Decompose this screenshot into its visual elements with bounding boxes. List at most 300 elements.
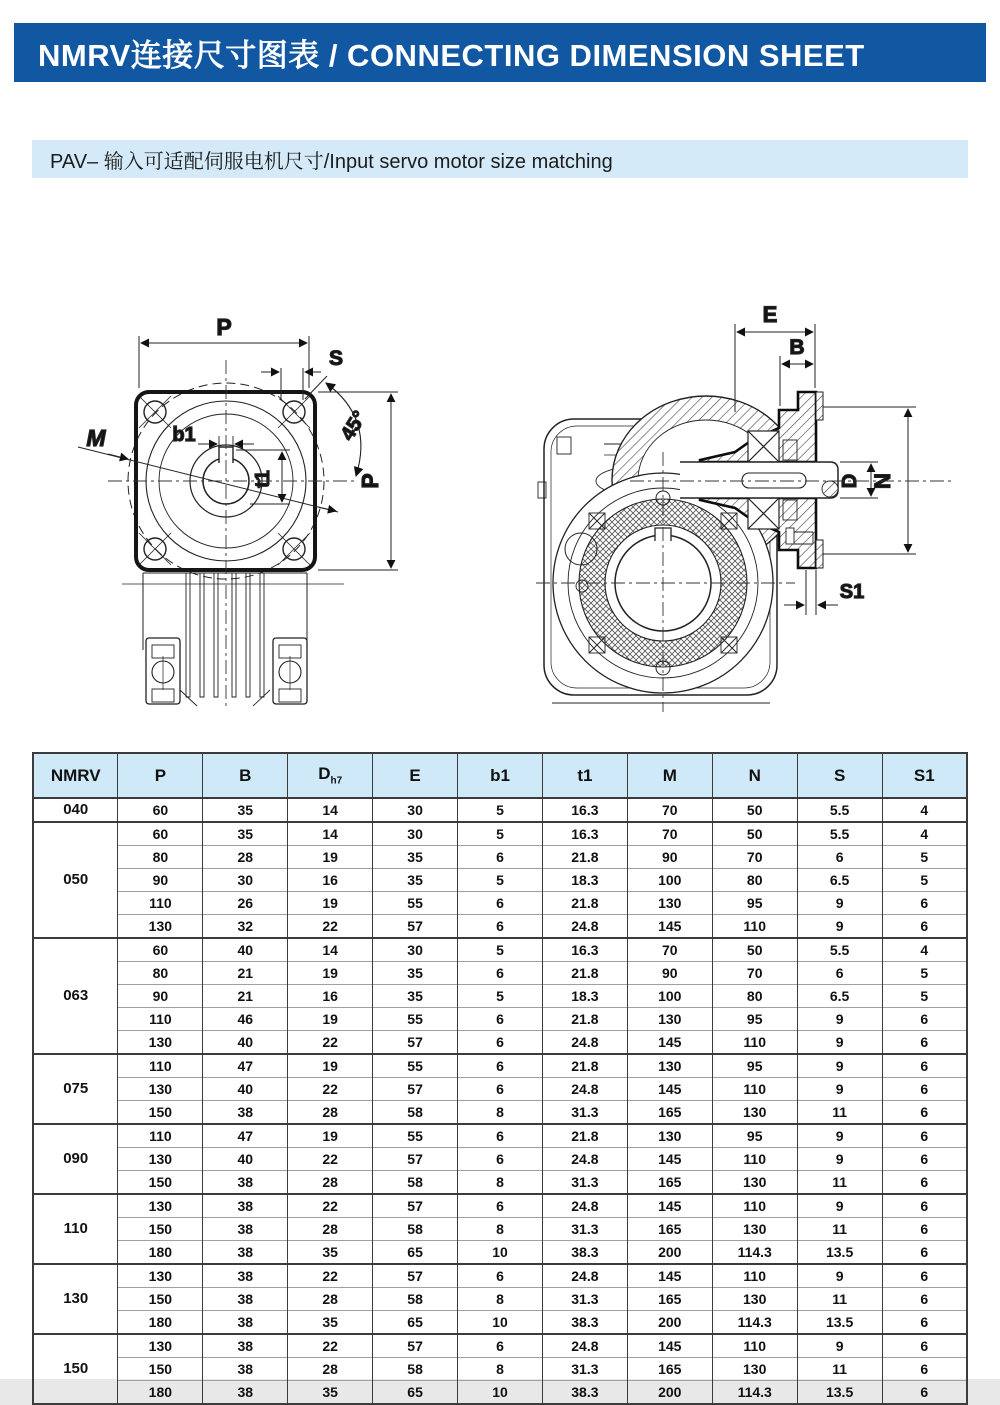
column-header-d: $D_{h7}$: [288, 753, 373, 798]
value-cell: 24.8: [542, 1194, 627, 1218]
model-cell: 150: [33, 1334, 118, 1404]
value-cell: 13.5: [797, 1381, 882, 1405]
value-cell: 5.5: [797, 798, 882, 822]
value-cell: 6: [458, 962, 543, 985]
value-cell: 21: [203, 962, 288, 985]
value-cell: 8: [458, 1218, 543, 1241]
value-cell: 8: [458, 1101, 543, 1125]
value-cell: 6: [458, 1054, 543, 1078]
value-cell: 5: [458, 938, 543, 962]
value-cell: 60: [118, 798, 203, 822]
value-cell: 110: [712, 1078, 797, 1101]
value-cell: 9: [797, 1008, 882, 1031]
value-cell: 110: [712, 915, 797, 939]
model-cell: 075: [33, 1054, 118, 1124]
value-cell: 90: [118, 985, 203, 1008]
value-cell: 30: [373, 798, 458, 822]
value-cell: 22: [288, 1031, 373, 1055]
value-cell: 11: [797, 1288, 882, 1311]
value-cell: 57: [373, 1148, 458, 1171]
value-cell: 110: [118, 1054, 203, 1078]
value-cell: 6: [882, 1008, 967, 1031]
value-cell: 57: [373, 1334, 458, 1358]
dim-label-s: S: [328, 347, 344, 370]
value-cell: 16.3: [542, 798, 627, 822]
value-cell: 6: [797, 962, 882, 985]
value-cell: 5.5: [797, 938, 882, 962]
value-cell: 130: [627, 892, 712, 915]
value-cell: 19: [288, 1008, 373, 1031]
value-cell: 6: [882, 1218, 967, 1241]
value-cell: 110: [118, 1124, 203, 1148]
value-cell: 145: [627, 1148, 712, 1171]
value-cell: 35: [288, 1381, 373, 1405]
value-cell: 21.8: [542, 846, 627, 869]
dim-label-b: B: [789, 336, 805, 359]
value-cell: 16.3: [542, 822, 627, 846]
value-cell: 110: [712, 1264, 797, 1288]
column-header-nmrv: NMRV: [33, 753, 118, 798]
value-cell: 24.8: [542, 1334, 627, 1358]
column-header-t1: t1: [542, 753, 627, 798]
value-cell: 9: [797, 1148, 882, 1171]
value-cell: 55: [373, 1054, 458, 1078]
value-cell: 165: [627, 1218, 712, 1241]
value-cell: 4: [882, 938, 967, 962]
column-header-b1: b1: [458, 753, 543, 798]
value-cell: 200: [627, 1241, 712, 1265]
flange-pilot-top: [816, 392, 823, 420]
value-cell: 58: [373, 1288, 458, 1311]
value-cell: 22: [288, 915, 373, 939]
value-cell: 130: [712, 1171, 797, 1195]
dim-label-b1: b1: [172, 424, 196, 446]
value-cell: 35: [373, 869, 458, 892]
model-cell: 040: [33, 798, 118, 822]
value-cell: 11: [797, 1171, 882, 1195]
value-cell: 55: [373, 892, 458, 915]
value-cell: 65: [373, 1241, 458, 1265]
value-cell: 22: [288, 1078, 373, 1101]
value-cell: 40: [203, 1078, 288, 1101]
value-cell: 150: [118, 1171, 203, 1195]
value-cell: 6: [882, 1054, 967, 1078]
value-cell: 145: [627, 1078, 712, 1101]
value-cell: 80: [712, 985, 797, 1008]
column-header-p: P: [118, 753, 203, 798]
subtitle-bar: [32, 140, 968, 178]
value-cell: 58: [373, 1171, 458, 1195]
value-cell: 9: [797, 915, 882, 939]
gearbox-body-fins: [143, 573, 307, 706]
value-cell: 6.5: [797, 869, 882, 892]
value-cell: 24.8: [542, 1078, 627, 1101]
column-header-m: M: [627, 753, 712, 798]
value-cell: 6: [882, 1264, 967, 1288]
value-cell: 200: [627, 1311, 712, 1335]
table-row: [33, 1311, 967, 1335]
value-cell: 90: [118, 869, 203, 892]
value-cell: 19: [288, 892, 373, 915]
dim-label-m: M: [86, 425, 106, 451]
column-header-s: S: [797, 753, 882, 798]
value-cell: 165: [627, 1101, 712, 1125]
value-cell: 6: [882, 1078, 967, 1101]
value-cell: 30: [203, 869, 288, 892]
value-cell: 32: [203, 915, 288, 939]
value-cell: 130: [712, 1101, 797, 1125]
value-cell: 30: [373, 938, 458, 962]
value-cell: 100: [627, 985, 712, 1008]
value-cell: 9: [797, 1054, 882, 1078]
table-row: [33, 962, 967, 985]
dim-s1: [784, 570, 838, 615]
value-cell: 130: [118, 1078, 203, 1101]
value-cell: 58: [373, 1101, 458, 1125]
value-cell: 14: [288, 938, 373, 962]
table-row: [33, 1171, 967, 1195]
oil-plug-boss: [557, 437, 571, 454]
value-cell: 6: [458, 1264, 543, 1288]
value-cell: 31.3: [542, 1218, 627, 1241]
table-row: [33, 1241, 967, 1265]
column-header-s1: S1: [882, 753, 967, 798]
value-cell: 35: [373, 846, 458, 869]
value-cell: 6: [458, 915, 543, 939]
value-cell: 55: [373, 1008, 458, 1031]
value-cell: 47: [203, 1124, 288, 1148]
value-cell: 24.8: [542, 1264, 627, 1288]
value-cell: 80: [118, 962, 203, 985]
value-cell: 38: [203, 1358, 288, 1381]
value-cell: 130: [118, 1148, 203, 1171]
value-cell: 22: [288, 1264, 373, 1288]
value-cell: 70: [712, 846, 797, 869]
front-view-drawing: [78, 314, 398, 710]
value-cell: 11: [797, 1358, 882, 1381]
value-cell: 35: [203, 798, 288, 822]
value-cell: 6: [458, 892, 543, 915]
technical-drawings: [0, 290, 1000, 740]
table-row: [33, 798, 967, 822]
table-header-row: [33, 753, 967, 798]
bearing-lower: [748, 498, 779, 529]
dim-label-p-top: P: [216, 314, 232, 340]
table-row: [33, 1054, 967, 1078]
mounting-foot-left: [146, 638, 180, 704]
value-cell: 165: [627, 1171, 712, 1195]
value-cell: 9: [797, 1334, 882, 1358]
value-cell: 70: [712, 962, 797, 985]
value-cell: 31.3: [542, 1101, 627, 1125]
value-cell: 6.5: [797, 985, 882, 1008]
value-cell: 180: [118, 1241, 203, 1265]
value-cell: 9: [797, 1194, 882, 1218]
mounting-foot-right: [273, 638, 307, 704]
value-cell: 8: [458, 1288, 543, 1311]
value-cell: 5.5: [797, 822, 882, 846]
value-cell: 6: [458, 1194, 543, 1218]
value-cell: 6: [458, 1008, 543, 1031]
dim-label-e: E: [762, 302, 778, 327]
value-cell: 9: [797, 1264, 882, 1288]
title-banner: [14, 23, 986, 82]
ref-line-45: [305, 376, 327, 399]
bearing-upper: [748, 431, 779, 462]
value-cell: 6: [882, 1148, 967, 1171]
value-cell: 6: [797, 846, 882, 869]
value-cell: 31.3: [542, 1358, 627, 1381]
value-cell: 50: [712, 798, 797, 822]
value-cell: 95: [712, 892, 797, 915]
flange-pilot-bottom: [816, 540, 823, 568]
value-cell: 57: [373, 1078, 458, 1101]
value-cell: 6: [882, 1334, 967, 1358]
value-cell: 5: [882, 962, 967, 985]
model-cell: 050: [33, 822, 118, 938]
value-cell: 6: [882, 1101, 967, 1125]
value-cell: 110: [712, 1148, 797, 1171]
value-cell: 150: [118, 1288, 203, 1311]
table-row: [33, 1334, 967, 1358]
value-cell: 58: [373, 1218, 458, 1241]
value-cell: 21.8: [542, 1008, 627, 1031]
value-cell: 28: [288, 1358, 373, 1381]
table-row: [33, 1288, 967, 1311]
value-cell: 110: [118, 892, 203, 915]
value-cell: 9: [797, 1078, 882, 1101]
value-cell: 165: [627, 1288, 712, 1311]
table-row: [33, 1078, 967, 1101]
value-cell: 28: [288, 1288, 373, 1311]
value-cell: 8: [458, 1358, 543, 1381]
value-cell: 35: [288, 1241, 373, 1265]
table-row: [33, 1218, 967, 1241]
value-cell: 38: [203, 1381, 288, 1405]
value-cell: 38.3: [542, 1311, 627, 1335]
model-cell: 110: [33, 1194, 118, 1264]
value-cell: 6: [882, 1288, 967, 1311]
dim-label-45: 45°: [336, 407, 372, 445]
value-cell: 5: [882, 869, 967, 892]
value-cell: 4: [882, 798, 967, 822]
value-cell: 19: [288, 1054, 373, 1078]
model-cell: 130: [33, 1264, 118, 1334]
value-cell: 18.3: [542, 869, 627, 892]
value-cell: 95: [712, 1054, 797, 1078]
value-cell: 180: [118, 1381, 203, 1405]
value-cell: 90: [627, 846, 712, 869]
value-cell: 16.3: [542, 938, 627, 962]
value-cell: 130: [712, 1288, 797, 1311]
value-cell: 110: [712, 1194, 797, 1218]
shaft-end-chamfer: [822, 481, 838, 497]
dim-label-d: D: [839, 473, 861, 489]
value-cell: 9: [797, 1031, 882, 1055]
value-cell: 6: [882, 1358, 967, 1381]
value-cell: 6: [882, 1311, 967, 1335]
value-cell: 5: [458, 869, 543, 892]
shaft-keyslot: [742, 473, 806, 488]
table-row: [33, 985, 967, 1008]
corner-hole-cross: [139, 396, 310, 565]
value-cell: 70: [627, 798, 712, 822]
value-cell: 46: [203, 1008, 288, 1031]
value-cell: 200: [627, 1381, 712, 1405]
value-cell: 40: [203, 938, 288, 962]
table-row: [33, 1008, 967, 1031]
table-row: [33, 1264, 967, 1288]
value-cell: 180: [118, 1311, 203, 1335]
table-row: [33, 1381, 967, 1405]
table-row: [33, 1358, 967, 1381]
value-cell: 145: [627, 1334, 712, 1358]
value-cell: 6: [458, 1031, 543, 1055]
value-cell: 38: [203, 1288, 288, 1311]
value-cell: 38: [203, 1241, 288, 1265]
column-header-b: B: [203, 753, 288, 798]
value-cell: 24.8: [542, 1148, 627, 1171]
value-cell: 6: [882, 1194, 967, 1218]
value-cell: 38: [203, 1171, 288, 1195]
value-cell: 16: [288, 985, 373, 1008]
value-cell: 130: [712, 1218, 797, 1241]
dim-label-t1: t1: [252, 470, 274, 488]
value-cell: 5: [882, 846, 967, 869]
value-cell: 145: [627, 915, 712, 939]
value-cell: 145: [627, 1194, 712, 1218]
table-row: [33, 822, 967, 846]
value-cell: 150: [118, 1101, 203, 1125]
value-cell: 18.3: [542, 985, 627, 1008]
value-cell: 130: [627, 1054, 712, 1078]
value-cell: 38: [203, 1311, 288, 1335]
value-cell: 22: [288, 1194, 373, 1218]
value-cell: 16: [288, 869, 373, 892]
subtitle-text: PAV– 输入可适配伺服电机尺寸/Input servo motor size matching: [50, 150, 613, 173]
value-cell: 100: [627, 869, 712, 892]
dimension-table: [32, 752, 968, 1405]
value-cell: 24.8: [542, 1031, 627, 1055]
value-cell: 57: [373, 1194, 458, 1218]
page-title: NMRV连接尺寸图表 / CONNECTING DIMENSION SHEET: [38, 38, 865, 73]
value-cell: 38: [203, 1334, 288, 1358]
value-cell: 130: [712, 1358, 797, 1381]
value-cell: 14: [288, 798, 373, 822]
table-row: [33, 938, 967, 962]
value-cell: 5: [458, 822, 543, 846]
dim-p-top: [139, 336, 309, 388]
value-cell: 38.3: [542, 1241, 627, 1265]
model-cell: 090: [33, 1124, 118, 1194]
value-cell: 145: [627, 1031, 712, 1055]
value-cell: 6: [458, 1078, 543, 1101]
value-cell: 10: [458, 1241, 543, 1265]
value-cell: 130: [118, 915, 203, 939]
value-cell: 5: [882, 985, 967, 1008]
value-cell: 114.3: [712, 1311, 797, 1335]
value-cell: 26: [203, 892, 288, 915]
side-view-drawing: [536, 302, 952, 712]
value-cell: 11: [797, 1218, 882, 1241]
value-cell: 130: [118, 1264, 203, 1288]
value-cell: 114.3: [712, 1241, 797, 1265]
value-cell: 6: [882, 1381, 967, 1405]
value-cell: 10: [458, 1311, 543, 1335]
value-cell: 58: [373, 1358, 458, 1381]
value-cell: 35: [373, 985, 458, 1008]
value-cell: 55: [373, 1124, 458, 1148]
value-cell: 35: [203, 822, 288, 846]
value-cell: 6: [882, 1171, 967, 1195]
model-cell: 063: [33, 938, 118, 1054]
value-cell: 21: [203, 985, 288, 1008]
value-cell: 110: [712, 1334, 797, 1358]
value-cell: 9: [797, 892, 882, 915]
value-cell: 130: [118, 1194, 203, 1218]
table-row: [33, 1101, 967, 1125]
value-cell: 70: [627, 938, 712, 962]
value-cell: 6: [882, 1241, 967, 1265]
dimension-table-head: [33, 753, 967, 798]
value-cell: 19: [288, 846, 373, 869]
value-cell: 21.8: [542, 1054, 627, 1078]
value-cell: 150: [118, 1358, 203, 1381]
value-cell: 57: [373, 1031, 458, 1055]
value-cell: 50: [712, 822, 797, 846]
value-cell: 38: [203, 1101, 288, 1125]
value-cell: 6: [882, 915, 967, 939]
value-cell: 114.3: [712, 1381, 797, 1405]
value-cell: 35: [373, 962, 458, 985]
value-cell: 40: [203, 1148, 288, 1171]
value-cell: 14: [288, 822, 373, 846]
table-row: [33, 892, 967, 915]
table-row: [33, 846, 967, 869]
value-cell: 6: [458, 1334, 543, 1358]
table-row: [33, 1124, 967, 1148]
value-cell: 11: [797, 1101, 882, 1125]
value-cell: 21.8: [542, 1124, 627, 1148]
value-cell: 95: [712, 1124, 797, 1148]
value-cell: 165: [627, 1358, 712, 1381]
value-cell: 13.5: [797, 1311, 882, 1335]
value-cell: 38: [203, 1194, 288, 1218]
value-cell: 38: [203, 1218, 288, 1241]
value-cell: 130: [627, 1124, 712, 1148]
dim-label-n: N: [870, 473, 895, 489]
value-cell: 19: [288, 1124, 373, 1148]
value-cell: 38.3: [542, 1381, 627, 1405]
value-cell: 57: [373, 915, 458, 939]
value-cell: 6: [458, 846, 543, 869]
value-cell: 35: [288, 1311, 373, 1335]
value-cell: 28: [203, 846, 288, 869]
value-cell: 110: [712, 1031, 797, 1055]
value-cell: 130: [118, 1334, 203, 1358]
value-cell: 6: [882, 1124, 967, 1148]
value-cell: 40: [203, 1031, 288, 1055]
value-cell: 150: [118, 1218, 203, 1241]
value-cell: 30: [373, 822, 458, 846]
value-cell: 80: [118, 846, 203, 869]
value-cell: 65: [373, 1381, 458, 1405]
value-cell: 22: [288, 1334, 373, 1358]
value-cell: 145: [627, 1264, 712, 1288]
value-cell: 8: [458, 1171, 543, 1195]
value-cell: 50: [712, 938, 797, 962]
value-cell: 38: [203, 1264, 288, 1288]
